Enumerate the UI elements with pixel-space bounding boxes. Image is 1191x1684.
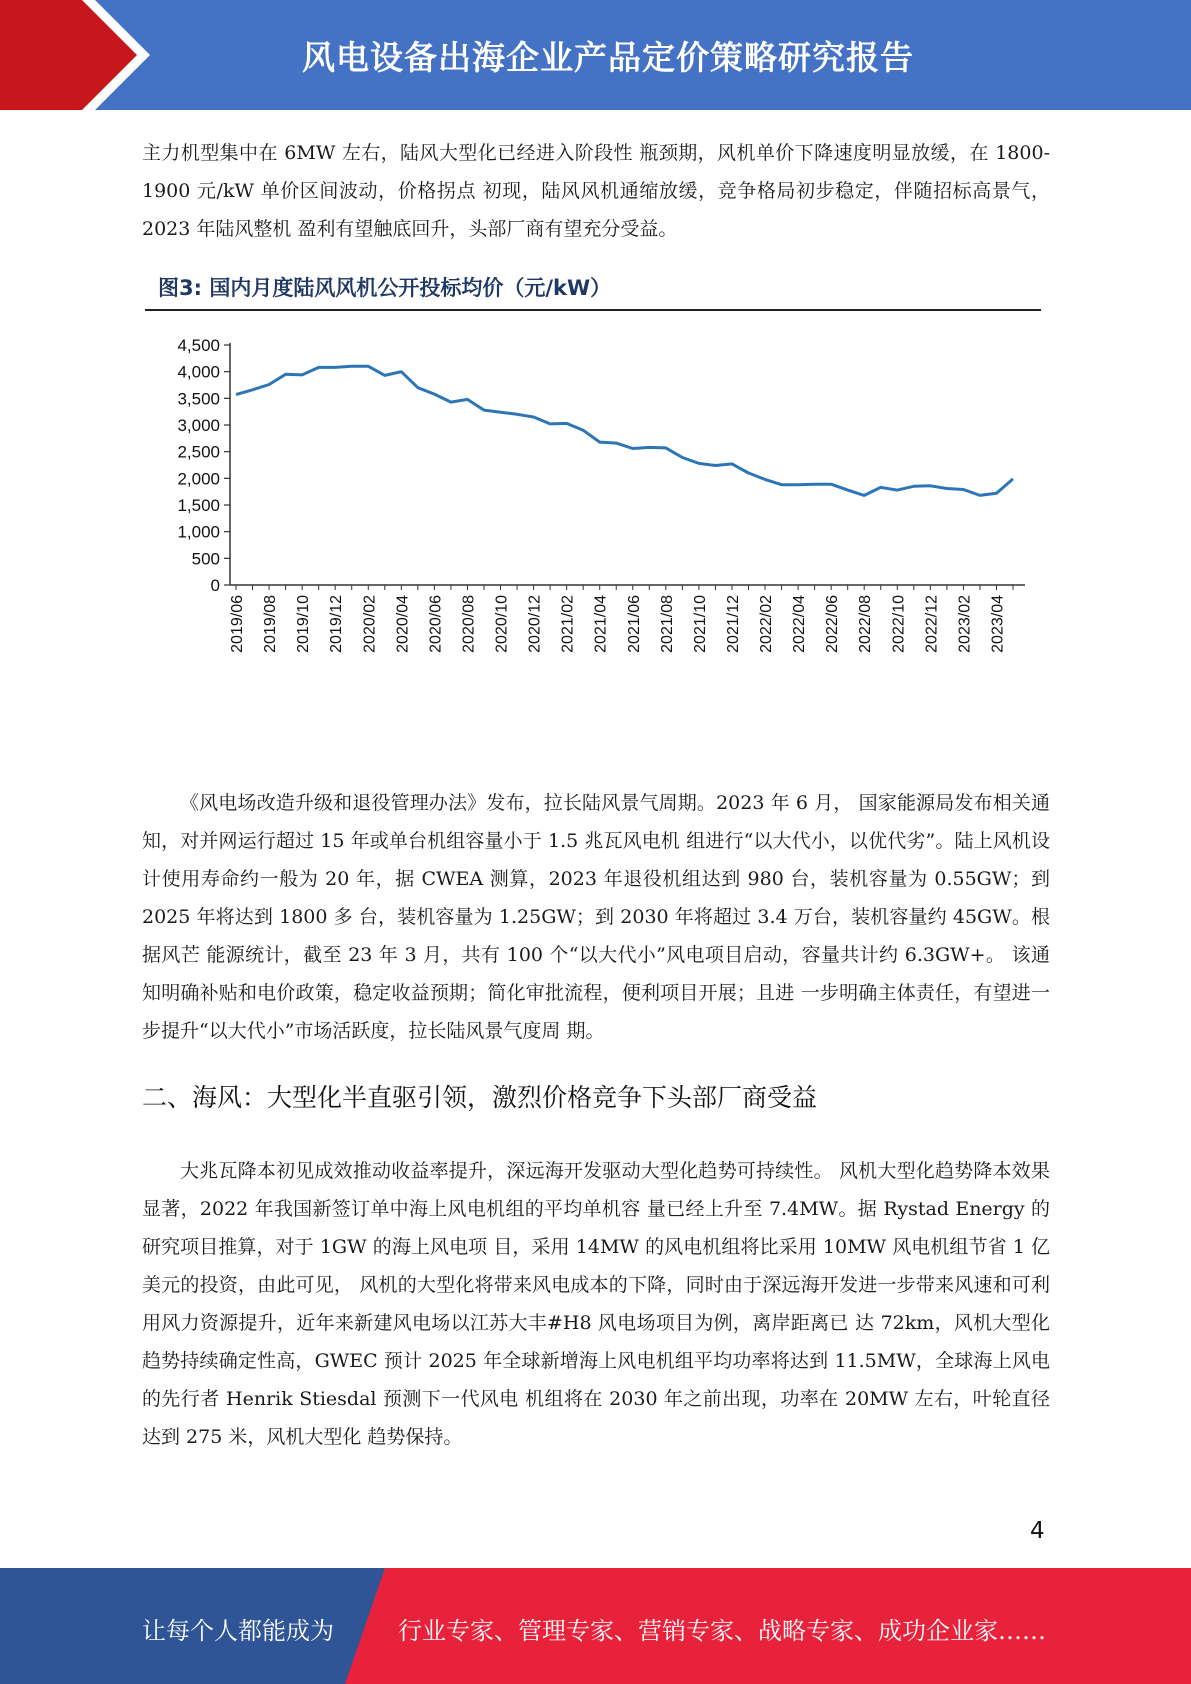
y-tick-label: 0 [210,576,220,595]
x-tick-label: 2021/12 [724,595,742,653]
y-tick-label: 2,500 [177,442,220,462]
series-group [236,366,1013,495]
x-tick-label: 2022/08 [857,595,875,653]
x-tick-label: 2021/02 [559,595,577,653]
x-tick-label: 2019/08 [262,595,280,653]
x-tick-label: 2019/10 [295,595,313,653]
x-tick-label: 2021/08 [658,595,676,653]
x-tick-label: 2019/12 [328,595,346,653]
x-tick-label: 2020/04 [394,595,412,653]
x-tick-label: 2023/04 [989,595,1007,653]
y-tick-label: 4,500 [177,336,220,355]
series-line [236,366,1013,495]
x-tick-label: 2020/08 [460,595,478,653]
x-tick-label: 2020/12 [526,595,544,653]
x-axis [229,585,1025,653]
x-tick-label: 2022/10 [890,595,908,653]
x-tick-label: 2020/06 [427,595,445,653]
bid-price-line-chart [145,320,1045,680]
y-tick-label: 4,000 [177,362,220,382]
y-tick-label: 2,000 [177,469,220,489]
figure-title-rule [145,309,1041,311]
y-axis [177,336,230,595]
y-tick-label: 1,500 [177,496,220,515]
y-tick-label: 3,000 [177,416,220,435]
x-tick-label: 2021/10 [691,595,709,653]
page-number: 4 [1030,1518,1045,1544]
x-tick-label: 2022/04 [791,595,809,653]
figure-title: 图3: 国内月度陆风风机公开投标均价（元/kW） [158,276,612,300]
x-tick-label: 2022/12 [923,595,941,653]
x-tick-label: 2022/02 [758,595,776,653]
y-tick-label: 500 [191,549,220,569]
x-tick-label: 2023/02 [956,595,974,653]
policy-paragraph: 《风电场改造升级和退役管理办法》发布，拉长陆风景气周期。2023 年 6 月， 国家能源局发布相关通知，对并网运行超过 15 年或单台机组容量小于 1.5 兆瓦风电机 组进行“以大代小，以优代劣”。陆上风机设计使用寿命约一般为 20 年，据 CWEA 测算，2023 年退役机组达到 980 台，装机容量为 0.55GW；到 2025 年将达到 1800 多 台，装机容量为 1.25GW；到 2030 年将超过 3.4 万台，装机容量约 45GW。根据风芒 能源统计，截至 23 年 3 月，共有 100 个“以大代小”风电项目启动，容量共计约 6.3GW+。 该通知明确补贴和电价政策，稳定收益预期；简化审批流程，便利项目开展；且进 一步明确主体责任，有望进一步提升“以大代小”市场活跃度，拉长陆风景气度周 期。 [142,792,1050,1042]
x-tick-label: 2020/10 [493,595,511,653]
offshore-paragraph: 大兆瓦降本初见成效推动收益率提升，深远海开发驱动大型化趋势可持续性。 风机大型化趋势降本效果显著，2022 年我国新签订单中海上风电机组的平均单机容 量已经上升至 7.4MW。据 Rystad Energy 的研究项目推算，对于 1GW 的海上风电项 目，采用 14MW 的风电机组将比采用 10MW 风电机组节省 1 亿美元的投资，由此可见， 风机的大型化将带来风电成本的下降，同时由于深远海开发进一步带来风速和可利 用风力资源提升，近年来新建风电场以江苏大丰#H8 风电场项目为例，离岸距离已 达 72km，风机大型化趋势持续确定性高，GWEC 预计 2025 年全球新增海上风电机组平均功率将达到 11.5MW，全球海上风电的先行者 Henrik Stiesdal 预测下一代风电 机组将在 2030 年之前出现，功率在 20MW 左右，叶轮直径达到 275 米，风机大型化 趋势保持。 [142,1160,1050,1448]
footer-slogan-right: 行业专家、管理专家、营销专家、战略专家、成功企业家…… [398,1617,1046,1645]
x-tick-label: 2019/06 [229,595,246,653]
page-footer [0,1568,1191,1684]
footer-slogan-left: 让每个人都能成为 [142,1617,334,1645]
section-heading: 二、海风：大型化半直驱引领，激烈价格竞争下头部厂商受益 [142,1083,818,1112]
x-tick-label: 2022/06 [824,595,842,653]
y-tick-label: 1,000 [177,522,220,542]
y-tick-label: 3,500 [177,389,220,409]
x-tick-label: 2021/06 [625,595,643,653]
intro-paragraph: 主力机型集中在 6MW 左右，陆风大型化已经进入阶段性 瓶颈期，风机单价下降速度明显放缓，在 1800-1900 元/kW 单价区间波动，价格拐点 初现，陆风风机通缩放缓，竞争格局初步稳定，伴随招标高景气，2023 年陆风整机 盈利有望触底回升，头部厂商有望充分受益。 [142,142,1050,240]
x-tick-label: 2021/04 [592,595,610,653]
page-header [0,0,1191,110]
header-title: 风电设备出海企业产品定价策略研究报告 [302,37,914,77]
x-tick-label: 2020/02 [361,595,379,653]
